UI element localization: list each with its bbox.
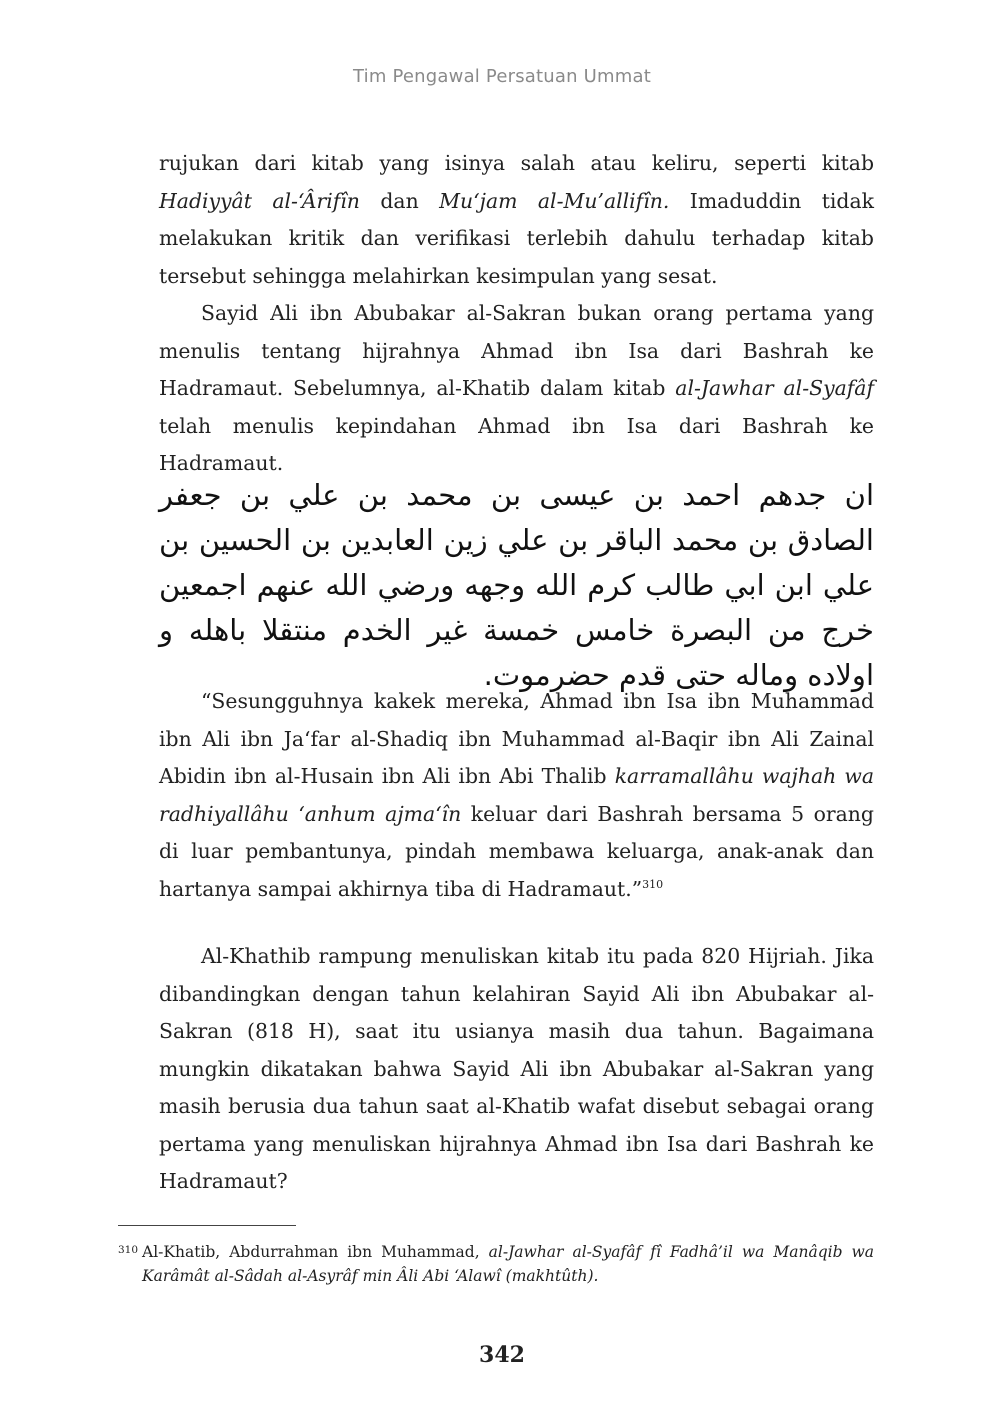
translation-honorific: karramallâhu wajhah wa radhiyallâhu ‘anhum ajma‘în xyxy=(159,764,874,826)
paragraph-1-book-title-a: Hadiyyât al-‘Ârifîn xyxy=(159,188,360,213)
paragraph-4-text: Al-Khathib rampung menuliskan kitab itu pada 820 Hijriah. Jika dibandingkan dengan tahun kelahiran Sayid Ali ibn Abubakar al-Sakran (818 H), saat itu usianya masih dua tahun. Bagaimana mungkin dikatakan bahwa Sayid Ali ibn Abubakar al-Sakran yang masih berusia dua tahun saat al-Khatib wafat disebut sebagai orang pertama yang menuliskan hijrahnya Ahmad ibn Isa dari Bashrah ke Hadramaut? xyxy=(159,944,874,1193)
translation-text-a: “Sesungguhnya kakek mereka, Ahmad ibn Isa ibn Muhammad ibn Ali ibn Ja‘far al-Shadiq ibn Muhammad al-Baqir ibn Ali Zainal Abidin ibn al-Husain ibn Ali ibn Abi Thalib xyxy=(159,689,874,788)
paragraph-1-text-b: dan xyxy=(359,188,440,213)
paragraph-2 xyxy=(159,295,874,483)
page-number: 342 xyxy=(479,1342,525,1368)
paragraph-1-text-a: rujukan dari kitab yang isinya salah atau keliru, seperti kitab xyxy=(159,151,874,175)
translation-paragraph xyxy=(159,683,874,908)
footnote-book-title: al-Jawhar al-Syafâf fî Fadhâ’il wa Manâqib wa Karâmât al-Sâdah al-Asyrâf min Âli Abi ‘Alawî (makhtûth). xyxy=(142,1243,875,1285)
paragraph-2-book-title: al-Jawhar al-Syafâf xyxy=(675,376,874,400)
paragraph-1 xyxy=(159,145,874,295)
footnote-reference[interactable]: 310 xyxy=(642,877,664,891)
translation-text-b: keluar dari Bashrah bersama 5 orang di luar pembantunya, pindah membawa keluarga, anak-anak dan hartanya sampai akhirnya tiba di Hadramaut.” xyxy=(159,801,874,901)
paragraph-1-book-title-b: Mu‘jam al-Mu’allifîn. xyxy=(439,188,670,213)
paragraph-2-text-b: telah menulis kepindahan Ahmad ibn Isa dari Bashrah ke Hadramaut. xyxy=(159,413,874,475)
arabic-quotation: ان جدهم احمد بن عيسى بن محمد بن علي بن جعفر الصادق بن محمد الباقر بن علي زين العابدين بن الحسين بن علي ابن ابي طالب كرم الله وجهه ورضي الله عنهم اجمعين خرج من البصرة خامس خمسة غير الخدم منتقلا باهله و اولاده وماله حتى قدم حضرموت. xyxy=(159,478,874,692)
paragraph-1-text-c: Imaduddin tidak melakukan kritik dan verifikasi terlebih dahulu terhadap kitab tersebut sehingga melahirkan kesimpulan yang sesat. xyxy=(159,188,874,288)
running-header: Tim Pengawal Persatuan Ummat xyxy=(353,66,651,87)
paragraph-2-text-a: Sayid Ali ibn Abubakar al-Sakran bukan orang pertama yang menulis tentang hijrahnya Ahmad ibn Isa dari Bashrah ke Hadramaut. Sebelumnya, al-Khatib dalam kitab xyxy=(159,301,874,400)
footnote-separator xyxy=(118,1225,296,1226)
footnote xyxy=(118,1240,874,1288)
footnote-number: 310 xyxy=(118,1244,139,1256)
paragraph-4 xyxy=(159,938,874,1201)
footnote-text: Al-Khatib, Abdurrahman ibn Muhammad, xyxy=(142,1243,489,1261)
